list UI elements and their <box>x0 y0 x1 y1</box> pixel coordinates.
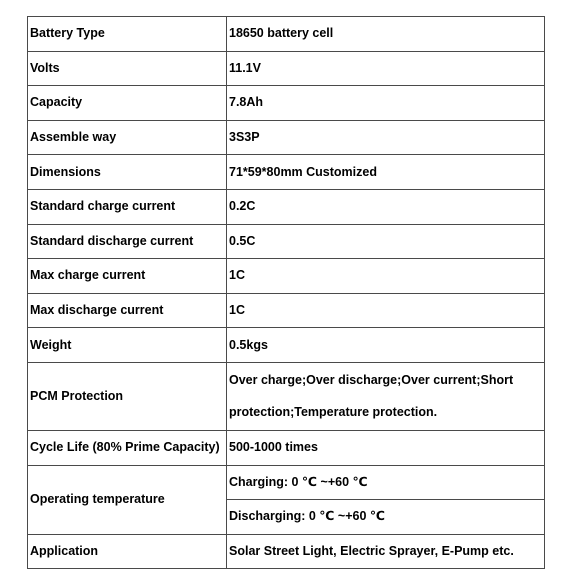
spec-label: Standard discharge current <box>28 224 227 259</box>
battery-spec-table <box>27 16 545 569</box>
spec-value: 1C <box>227 293 545 328</box>
spec-label: Assemble way <box>28 120 227 155</box>
table-row <box>28 465 545 500</box>
table-row <box>28 155 545 190</box>
spec-value: 18650 battery cell <box>227 17 545 52</box>
spec-value: 0.5C <box>227 224 545 259</box>
spec-label: Application <box>28 534 227 569</box>
spec-label: PCM Protection <box>28 362 227 430</box>
spec-value: 0.2C <box>227 189 545 224</box>
table-row <box>28 293 545 328</box>
spec-label: Weight <box>28 328 227 363</box>
spec-value: Over charge;Over discharge;Over current;Short protection;Temperature protection. <box>227 362 545 430</box>
spec-value: 500-1000 times <box>227 430 545 465</box>
spec-value: Discharging: 0 ℃ ~+60 ℃ <box>227 500 545 535</box>
table-row <box>28 328 545 363</box>
spec-label: Volts <box>28 51 227 86</box>
spec-value: Solar Street Light, Electric Sprayer, E-Pump etc. <box>227 534 545 569</box>
spec-value: Charging: 0 ℃ ~+60 ℃ <box>227 465 545 500</box>
spec-value: 0.5kgs <box>227 328 545 363</box>
spec-label: Dimensions <box>28 155 227 190</box>
spec-label: Operating temperature <box>28 465 227 534</box>
spec-label: Standard charge current <box>28 189 227 224</box>
table-row <box>28 259 545 294</box>
spec-value: 11.1V <box>227 51 545 86</box>
spec-value: 71*59*80mm Customized <box>227 155 545 190</box>
spec-label: Cycle Life (80% Prime Capacity) <box>28 430 227 465</box>
spec-value: 7.8Ah <box>227 86 545 121</box>
table-row <box>28 224 545 259</box>
table-row <box>28 362 545 430</box>
table-row <box>28 86 545 121</box>
table-row <box>28 51 545 86</box>
spec-label: Capacity <box>28 86 227 121</box>
spec-value: 1C <box>227 259 545 294</box>
spec-label: Max discharge current <box>28 293 227 328</box>
table-row <box>28 430 545 465</box>
spec-label: Max charge current <box>28 259 227 294</box>
spec-value: 3S3P <box>227 120 545 155</box>
table-row <box>28 189 545 224</box>
table-row <box>28 534 545 569</box>
table-row <box>28 17 545 52</box>
spec-label: Battery Type <box>28 17 227 52</box>
table-row <box>28 120 545 155</box>
